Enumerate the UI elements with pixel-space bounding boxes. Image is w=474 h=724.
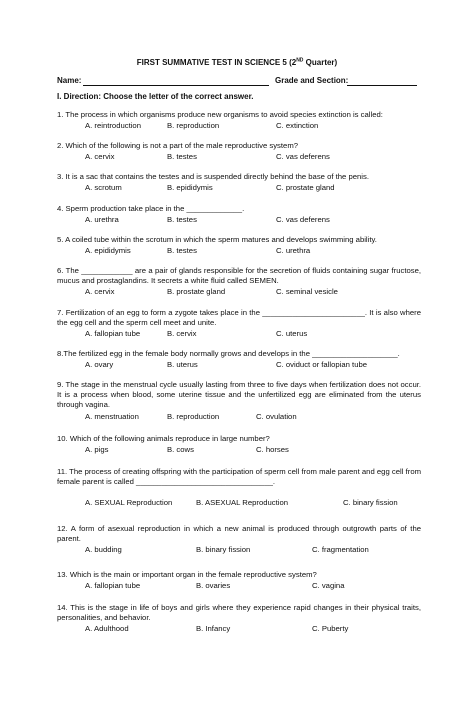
- option-a[interactable]: A. SEXUAL Reproduction: [85, 498, 173, 508]
- option-b[interactable]: B. reproduction: [167, 121, 220, 131]
- answer-options: [57, 581, 421, 591]
- option-b[interactable]: B. Infancy: [196, 624, 231, 634]
- question-stem: 10. Which of the following animals reproduce in large number?: [57, 434, 270, 443]
- answer-options: [57, 152, 421, 162]
- option-a[interactable]: A. reintroduction: [85, 121, 141, 131]
- answer-options: [57, 215, 421, 225]
- option-a[interactable]: A. fallopian tube: [85, 329, 141, 339]
- option-c[interactable]: C. extinction: [276, 121, 319, 131]
- option-c[interactable]: C. prostate gland: [276, 183, 335, 193]
- option-b[interactable]: B. binary fission: [196, 545, 251, 555]
- option-a[interactable]: A. urethra: [85, 215, 119, 225]
- question-stem: 9. The stage in the menstrual cycle usually lasting from three to five days when fertilization does not occur. It is a process when blood, some uterine tissue and the unfertilized egg are eliminated from the uterus through vagina.: [57, 380, 421, 410]
- option-a[interactable]: A. menstruation: [85, 411, 139, 421]
- option-c[interactable]: C. binary fission: [343, 498, 398, 508]
- option-c[interactable]: C. vas deferens: [276, 215, 330, 225]
- question-stem: 13. Which is the main or important organ in the female reproductive system?: [57, 570, 317, 579]
- option-b[interactable]: B. epididymis: [167, 183, 213, 193]
- question-10: [57, 434, 421, 455]
- question-1: [57, 110, 421, 131]
- question-8: [57, 349, 421, 370]
- option-b[interactable]: B. testes: [167, 215, 197, 225]
- option-c[interactable]: C. Puberty: [312, 624, 349, 634]
- question-2: [57, 141, 421, 162]
- answer-options: [57, 183, 421, 193]
- option-b[interactable]: B. uterus: [167, 360, 198, 370]
- option-a[interactable]: A. cervix: [85, 287, 115, 297]
- question-5: [57, 235, 421, 256]
- question-stem: 3. It is a sac that contains the testes and is suspended directly behind the base of the penis.: [57, 172, 369, 181]
- title-text: FIRST SUMMATIVE TEST IN SCIENCE 5 (2: [136, 58, 297, 67]
- option-c[interactable]: C. vas deferens: [276, 152, 330, 162]
- question-stem: 8.The fertilized egg in the female body normally grows and develops in the ____________________.: [57, 349, 400, 358]
- option-b[interactable]: B. ovaries: [196, 581, 231, 591]
- question-6: [57, 266, 421, 297]
- option-b[interactable]: B. cows: [167, 445, 194, 455]
- option-c[interactable]: C. seminal vesicle: [276, 287, 338, 297]
- title-quarter: Quarter): [303, 58, 338, 67]
- answer-options: [57, 246, 421, 256]
- option-a[interactable]: A. scrotum: [85, 183, 122, 193]
- answer-options: [57, 545, 421, 555]
- option-a[interactable]: A. cervix: [85, 152, 115, 162]
- option-b[interactable]: B. testes: [167, 152, 197, 162]
- option-a[interactable]: A. fallopian tube: [85, 581, 141, 591]
- option-b[interactable]: B. ASEXUAL Reproduction: [196, 498, 289, 508]
- grade-section-blank[interactable]: [347, 85, 417, 86]
- answer-options: [57, 412, 421, 422]
- option-b[interactable]: B. cervix: [167, 329, 197, 339]
- option-b[interactable]: B. prostate gland: [167, 287, 226, 297]
- question-7: [57, 308, 421, 339]
- question-stem: 12. A form of asexual reproduction in which a new animal is produced through outgrowth parts of the parent.: [57, 524, 421, 544]
- answer-options: [57, 498, 421, 508]
- question-4: [57, 204, 421, 225]
- option-c[interactable]: C. horses: [256, 445, 289, 455]
- option-c[interactable]: C. vagina: [312, 581, 345, 591]
- question-stem: 7. Fertilization of an egg to form a zygote takes place in the ________________________. It is also where the egg cell and the sperm cell meet and unite.: [57, 308, 421, 328]
- answer-options: [57, 360, 421, 370]
- question-stem: 11. The process of creating offspring with the participation of sperm cell from male parent and egg cell from female parent is called ________________________________.: [57, 467, 421, 487]
- question-3: [57, 172, 421, 193]
- answer-options: [57, 624, 421, 634]
- answer-options: [57, 445, 421, 455]
- option-c[interactable]: C. oviduct or fallopian tube: [276, 360, 368, 370]
- question-11: [57, 467, 421, 508]
- option-a[interactable]: A. ovary: [85, 360, 114, 370]
- option-c[interactable]: C. ovulation: [256, 411, 297, 421]
- question-stem: 1. The process in which organisms produce new organisms to avoid species extinction is called:: [57, 110, 383, 119]
- test-title: [0, 58, 474, 68]
- option-c[interactable]: C. urethra: [276, 246, 311, 256]
- question-13: [57, 570, 421, 591]
- answer-options: [57, 121, 421, 131]
- name-blank[interactable]: [83, 85, 269, 86]
- option-a[interactable]: A. pigs: [85, 445, 109, 455]
- question-12: [57, 524, 421, 555]
- option-a[interactable]: A. Adulthood: [85, 624, 129, 634]
- title-superscript: ND: [296, 57, 304, 64]
- direction-text: I. Direction: Choose the letter of the correct answer.: [57, 92, 254, 101]
- option-c[interactable]: C. uterus: [276, 329, 308, 339]
- name-label: Name:: [57, 76, 82, 85]
- option-b[interactable]: B. testes: [167, 246, 197, 256]
- question-9: [57, 380, 421, 422]
- question-stem: 4. Sperm production take place in the _____________.: [57, 204, 245, 213]
- question-stem: 5. A coiled tube within the scrotum in which the sperm matures and develops swimming ability.: [57, 235, 377, 244]
- answer-options: [57, 329, 421, 339]
- option-a[interactable]: A. epididymis: [85, 246, 131, 256]
- question-stem: 6. The ____________ are a pair of glands responsible for the secretion of fluids containing sugar fructose, mucus and prostaglandins. It secrets a white fluid called SEMEN.: [57, 266, 421, 286]
- option-b[interactable]: B. reproduction: [167, 411, 220, 421]
- question-stem: 2. Which of the following is not a part of the male reproductive system?: [57, 141, 298, 150]
- option-a[interactable]: A. budding: [85, 545, 122, 555]
- answer-options: [57, 287, 421, 297]
- option-c[interactable]: C. fragmentation: [312, 545, 369, 555]
- question-stem: 14. This is the stage in life of boys and girls where they experience rapid changes in their physical traits, personalities, and behavior.: [57, 603, 421, 623]
- question-14: [57, 603, 421, 634]
- grade-section-label: Grade and Section:: [275, 76, 349, 85]
